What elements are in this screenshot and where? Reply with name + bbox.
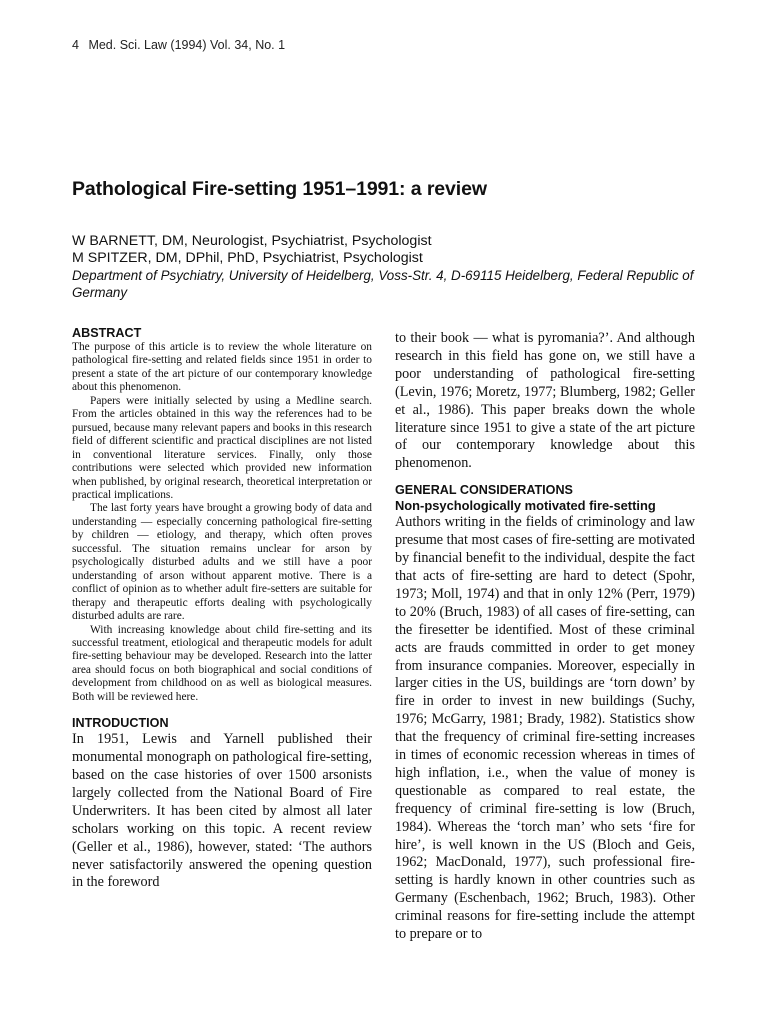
affiliation: Department of Psychiatry, University of Heidelberg, Voss-Str. 4, D-69115 Heidelberg, Federal Republic of Germany <box>72 268 694 300</box>
abstract-paragraph-1: The purpose of this article is to review the whole literature on pathological fire-setting and related fields since 1951 in order to present a state of the art picture of our contemporary knowledge about this phenomenon. <box>72 341 372 394</box>
subsection-heading: Non-psychologically motivated fire-setting <box>395 498 656 514</box>
introduction-paragraph: In 1951, Lewis and Yarnell published their monumental monograph on pathological fire-setting, based on the case histories of over 1500 arsonists largely collected from the National Board of Fire Underwriters. It has been cited by almost all later scholars working on this topic. A recent review (Geller et al., 1986), however, stated: ‘The authors never satisfactorily answered the opening question in the foreword <box>72 731 372 891</box>
abstract-paragraph-2: Papers were initially selected by using a Medline search. From the articles obtained in this way the references had to be pursued, because many relevant papers and books in this research field of different scientific and practical disciplines are not listed in conventional literature services. Finally, only those contributions were selected which provided new information when published, by original research, theoretical interpretation or practical implications. <box>72 394 372 501</box>
abstract-paragraph-4: With increasing knowledge about child fire-setting and its successful treatment, etiological and therapeutic models for adult fire-setting behaviour may be developed. Research into the latter area should focus on both biographical and social conditions of development from childhood on as well as biological measures. Both will be reviewed here. <box>72 623 372 703</box>
introduction-continuation: to their book — what is pyromania?’. And although research in this field has gone on, we still have a poor understanding of pathological fire-setting (Levin, 1976; Moretz, 1977; Blumberg, 1982; Geller et al., 1986). This paper breaks down the whole literature since 1951 to give a state of the art picture of our contemporary knowledge about this phenomenon. <box>395 330 695 472</box>
general-considerations-heading: GENERAL CONSIDERATIONS <box>395 483 573 498</box>
article-title: Pathological Fire-setting 1951–1991: a review <box>72 178 487 200</box>
page-number: 4 <box>72 38 79 52</box>
author-list <box>72 233 432 267</box>
introduction-heading: INTRODUCTION <box>72 716 169 731</box>
left-column <box>72 326 372 892</box>
journal-citation: Med. Sci. Law (1994) Vol. 34, No. 1 <box>88 38 286 52</box>
author-2: M SPITZER, DM, DPhil, PhD, Psychiatrist, Psychologist <box>72 250 423 266</box>
running-head <box>72 38 285 52</box>
author-1: W BARNETT, DM, Neurologist, Psychiatrist, Psychologist <box>72 233 432 249</box>
subsection-paragraph: Authors writing in the fields of criminology and law presume that most cases of fire-setting are motivated by financial benefit to the individual, despite the fact that acts of fire-setting are hard to detect (Spohr, 1973; Moll, 1974) and that in only 12% (Perr, 1979) to 20% (Bruch, 1983) of all cases of fire-setting, can the firesetter be identified. Most of these criminal acts are frauds committed in order to get money from insurance companies. Moreover, especially in larger cities in the US, buildings are ‘torn down’ by fire in order to invest in new buildings (Suchy, 1976; McGarry, 1981; Brady, 1982). Statistics show that the frequency of criminal fire-setting increases in times of economic recession whereas in times of high inflation, i.e., when the value of money is questionable as compared to real estate, the frequency of criminal fire-setting is low (Bruch, 1984). Whereas the ‘torch man’ who sets ‘fire for hire’, is well known in the US (Bloch and Geis, 1962; MacDonald, 1977), such professional fire-setting is hardly known in other countries such as Germany (Eschenbach, 1962; Bruch, 1983). Other criminal reasons for fire-setting include the attempt to prepare or to <box>395 514 695 943</box>
abstract-heading: ABSTRACT <box>72 326 142 340</box>
right-column <box>395 330 695 944</box>
abstract-paragraph-3: The last forty years have brought a growing body of data and understanding — especially concerning pathological fire-setting by children — etiology, and therapy, which often proves successful. The situation remains unclear for arson by psychologically disturbed adults and we still have a poor understanding of arson without apparent motive. There is a conflict of opinion as to whether adult fire-setters are suitable for therapy and therapeutic efforts dealing with psychologically disturbed adults are rare. <box>72 502 372 623</box>
